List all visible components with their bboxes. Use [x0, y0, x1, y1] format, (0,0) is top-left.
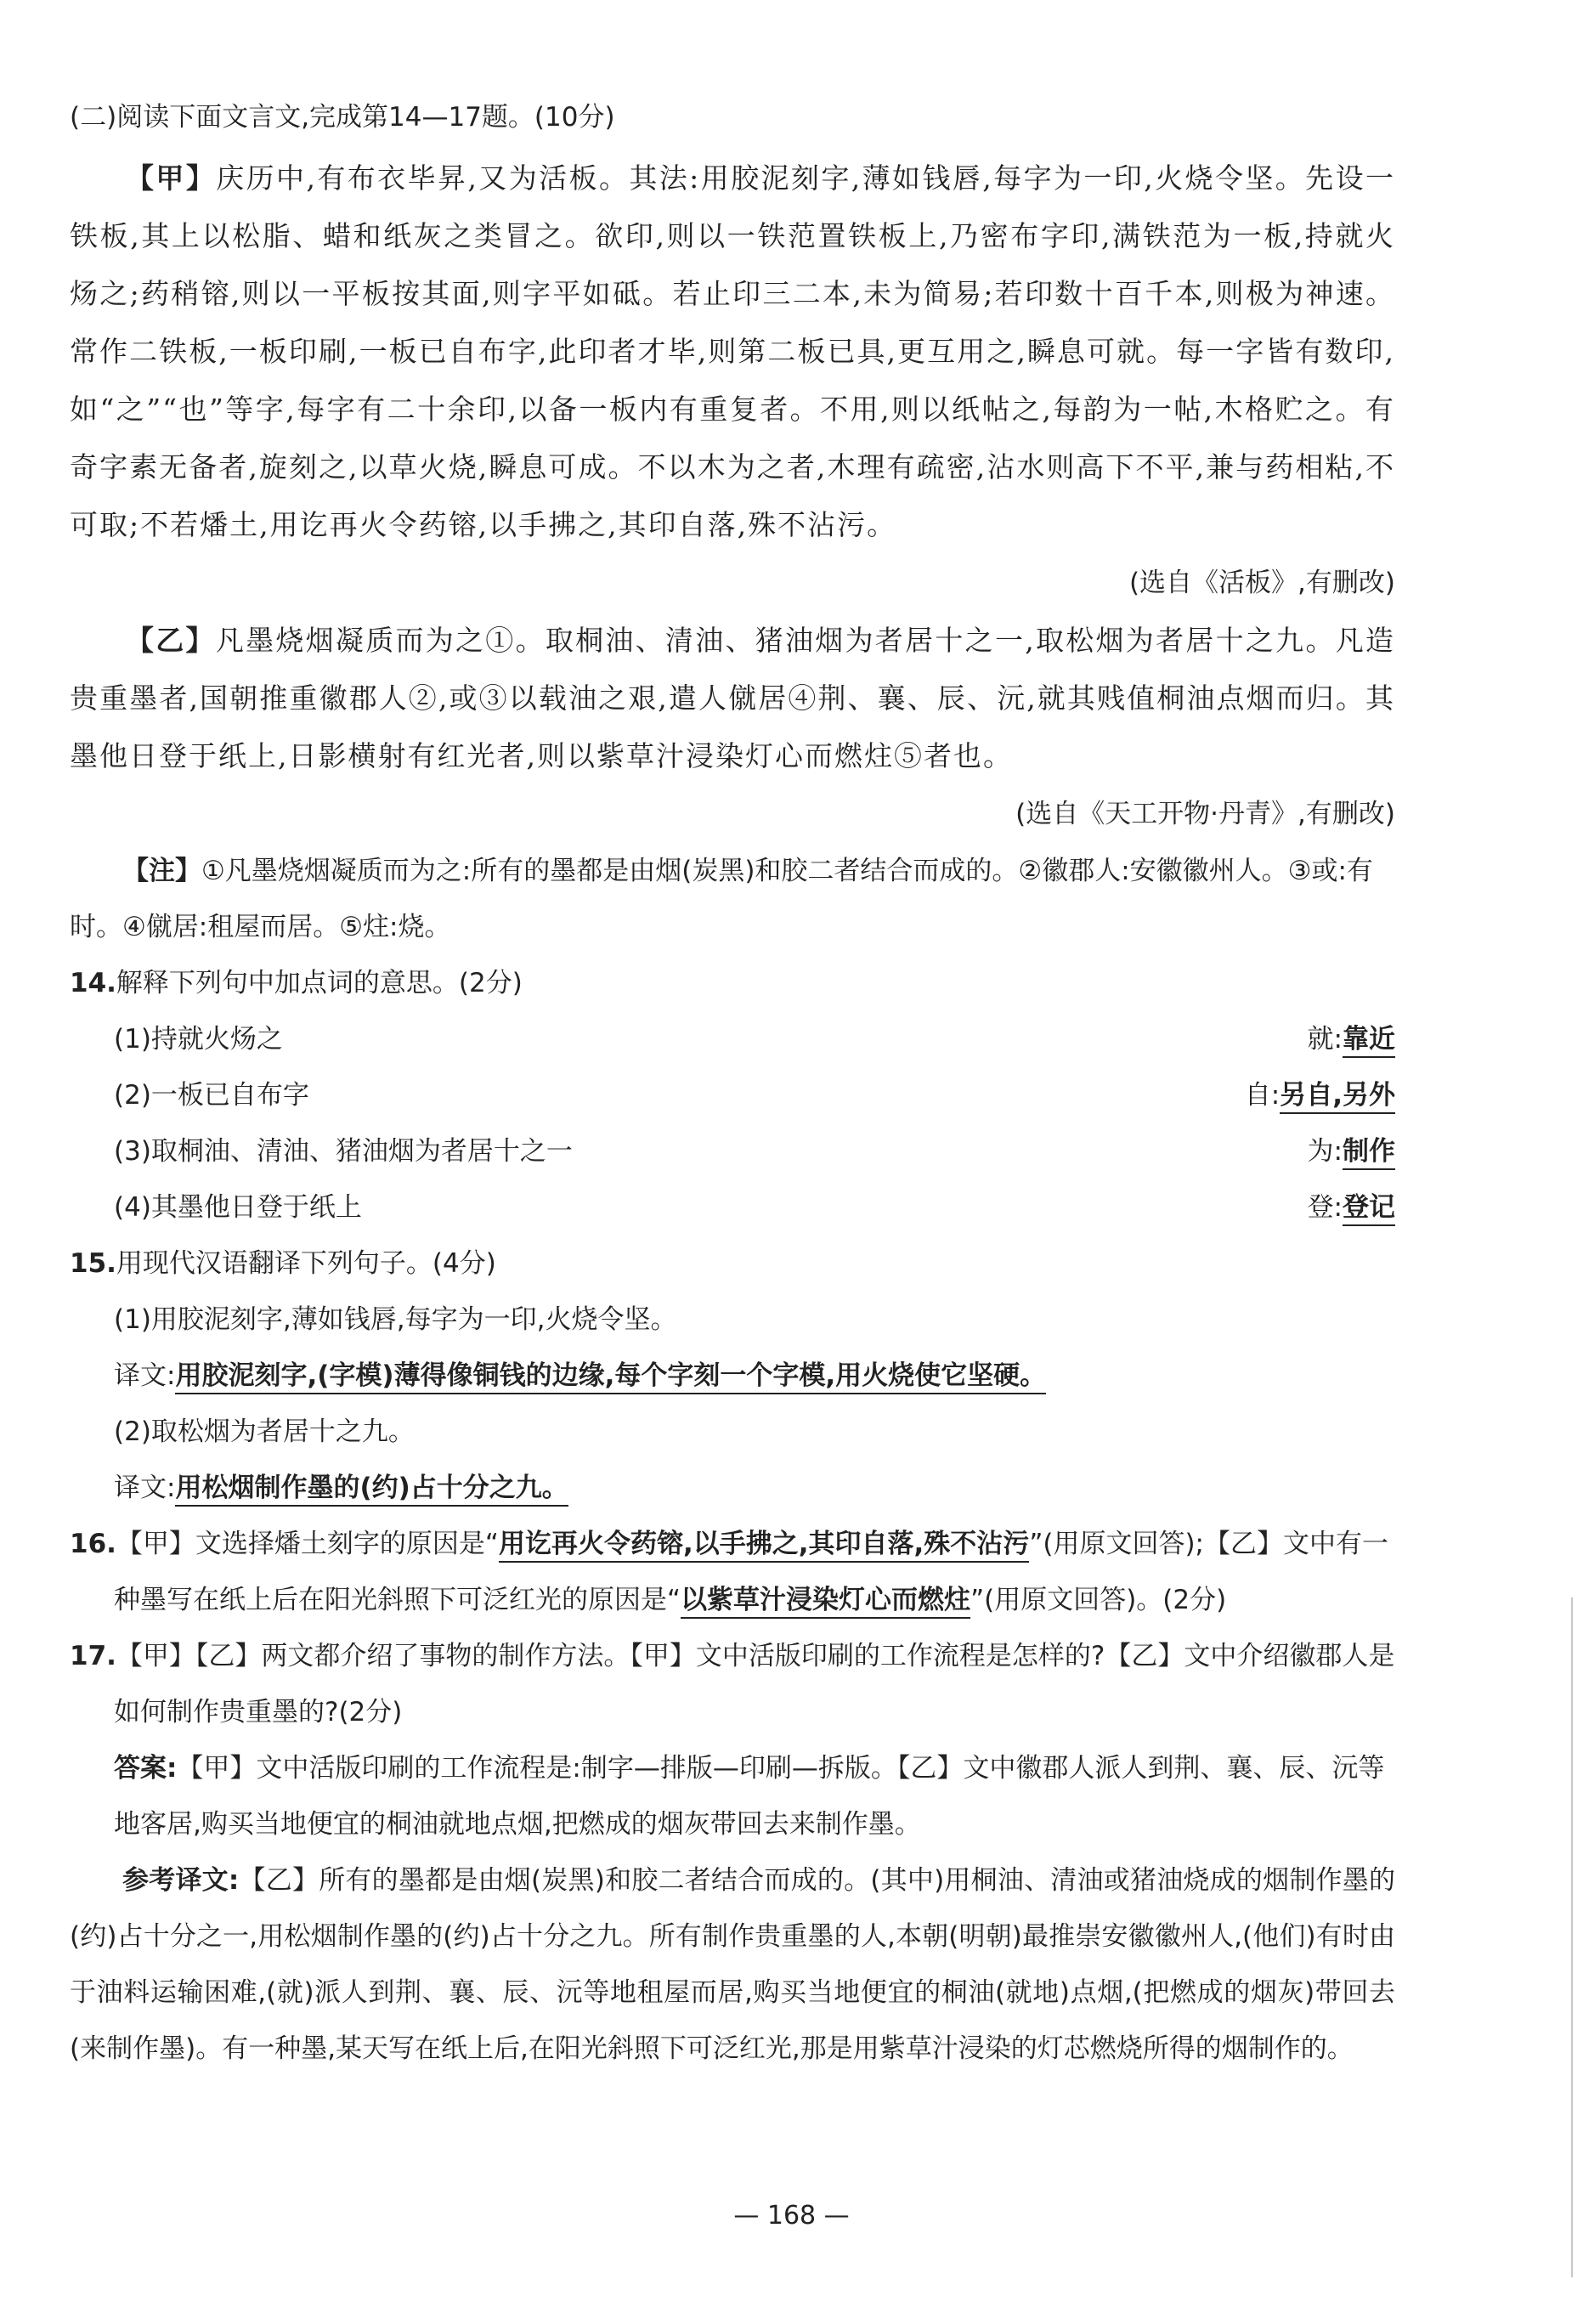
- q15-translation-answer: 用胶泥刻字,(字模)薄得像铜钱的边缘,每个字刻一个字模,用火烧使它坚硬。: [175, 1360, 1046, 1394]
- passage-a-text: 庆历中,有布衣毕昇,又为活板。其法:用胶泥刻字,薄如钱唇,每字为一印,火烧令坚。先设一铁板,其上以松脂、蜡和纸灰之类冒之。欲印,则以一铁范置铁板上,乃密布字印,满铁范为一板,持就火炀之;药稍镕,则以一平板按其面,则字平如砥。若止印三二本,未为简易;若印数十百千本,则极为神速。常作二铁板,一板印刷,一板已自布字,此印者才毕,则第二板已具,更互用之,瞬息可就。每一字皆有数印,如“之”“也”等字,每字有二十余印,以备一板内有重复者。不用,则以纸帖之,每韵为一帖,木格贮之。有奇字素无备者,旋刻之,以草火烧,瞬息可成。不以木为之者,木理有疏密,沾水则高下不平,兼与药相粘,不可取;不若燔土,用讫再火令药镕,以手拂之,其印自落,殊不沾污。: [70, 161, 1395, 542]
- q14-item-answer: 靠近: [1343, 1024, 1395, 1058]
- q15-translation: [70, 1460, 1395, 1516]
- passage-b: [70, 612, 1395, 785]
- passage-b-source: (选自《天工开物·丹青》,有删改): [1015, 799, 1395, 830]
- q14-item: [70, 1123, 1395, 1179]
- q14-item: [70, 1011, 1395, 1067]
- q15-translation-label: 译文:: [114, 1473, 176, 1504]
- q14-item-text: (1)持就火炀之: [114, 1024, 283, 1055]
- page-number: — 168 —: [733, 2201, 850, 2231]
- note-text: ①凡墨烧烟凝质而为之:所有的墨都是由烟(炭黑)和胶二者结合而成的。②徽郡人:安徽徽州人。③或:有时。④僦居:租屋而居。⑤炷:烧。: [70, 856, 1373, 943]
- q14-item-answer: 登记: [1343, 1192, 1395, 1226]
- q14-item-text: (3)取桐油、清油、猪油烟为者居十之一: [114, 1136, 573, 1168]
- passage-b-text: 凡墨烧烟凝质而为之①。取桐油、清油、猪油烟为者居十之一,取松烟为者居十之九。凡造贵重墨者,国朝推重徽郡人②,或③以载油之艰,遣人僦居④荆、襄、辰、沅,就其贱值桐油点烟而归。其墨他日登于纸上,日影横射有红光者,则以紫草汁浸染灯心而燃炷⑤者也。: [70, 624, 1395, 773]
- q14-item-answer: 另自,另外: [1280, 1080, 1395, 1114]
- q16-part1: 【甲】文选择燔土刻字的原因是“: [116, 1529, 499, 1560]
- q14-item-answer-group: [1245, 1067, 1395, 1123]
- q17-stem: [70, 1628, 1395, 1740]
- scan-edge-line: [1571, 1597, 1573, 2277]
- reference-label: 参考译文:: [122, 1865, 240, 1897]
- q16-part2: ”(用原文回答);【乙】文中有一种墨写在纸上后在阳光斜照下可泛红光的原因是“: [114, 1529, 1389, 1616]
- q14-stem: [70, 955, 1395, 1011]
- q14-item-word: 登:: [1307, 1192, 1343, 1224]
- q14-item-word: 就:: [1307, 1024, 1343, 1055]
- q15-item-text: (2)取松烟为者居十之九。: [114, 1416, 415, 1448]
- q14-item-word: 自:: [1244, 1080, 1281, 1111]
- q16: [70, 1516, 1395, 1628]
- q14-number: 14.: [70, 968, 116, 999]
- reference-text: 【乙】所有的墨都是由烟(炭黑)和胶二者结合而成的。(其中)用桐油、清油或猪油烧成的烟制作墨的(约)占十分之一,用松烟制作墨的(约)占十分之九。所有制作贵重墨的人,本朝(明朝)最推崇安徽徽州人,(他们)有时由于油料运输困难,(就)派人到荆、襄、辰、沅等地租屋而居,购买当地便宜的桐油(就地)点烟,(把燃成的烟灰)带回去(来制作墨)。有一种墨,某天写在纸上后,在阳光斜照下可泛红光,那是用紫草汁浸染的灯芯燃烧所得的烟制作的。: [70, 1865, 1395, 2065]
- q16-part3: ”(用原文回答)。(2分): [970, 1585, 1227, 1616]
- q14-item-word: 为:: [1307, 1136, 1343, 1168]
- q15-translation-label: 译文:: [114, 1360, 176, 1392]
- note-tag: 【注】: [122, 856, 201, 887]
- q14-item-answer-group: [1308, 1011, 1395, 1067]
- q15-translation-answer: 用松烟制作墨的(约)占十分之九。: [175, 1473, 568, 1507]
- q17-answer: [70, 1740, 1395, 1852]
- q16-answer-1: 用讫再火令药镕,以手拂之,其印自落,殊不沾污: [499, 1529, 1029, 1563]
- q15-stem-text: 用现代汉语翻译下列句子。(4分): [116, 1248, 496, 1280]
- q16-answer-2: 以紫草汁浸染灯心而燃炷: [681, 1585, 970, 1619]
- note: [70, 843, 1395, 955]
- passage-a: [70, 150, 1395, 554]
- passage-b-tag: 【乙】: [126, 624, 216, 658]
- q14-item: [70, 1067, 1395, 1123]
- q14-stem-text: 解释下列句中加点词的意思。(2分): [116, 968, 523, 999]
- q17-stem-text: 【甲】【乙】两文都介绍了事物的制作方法。【甲】文中活版印刷的工作流程是怎样的?【乙】文中介绍徽郡人是如何制作贵重墨的?(2分): [114, 1641, 1395, 1728]
- q17-answer-label: 答案:: [114, 1753, 178, 1784]
- q15-translation: [70, 1348, 1395, 1404]
- q17-number: 17.: [70, 1641, 116, 1672]
- q15-stem: [70, 1236, 1395, 1292]
- q14-item-answer-group: [1308, 1179, 1395, 1236]
- section-title: (二)阅读下面文言文,完成第14—17题。(10分): [70, 102, 615, 133]
- passage-a-tag: 【甲】: [126, 161, 217, 195]
- reference-translation: [70, 1852, 1395, 2077]
- q17-answer-text: 【甲】文中活版印刷的工作流程是:制字—排版—印刷—拆版。【乙】文中徽郡人派人到荆、襄、辰、沅等地客居,购买当地便宜的桐油就地点烟,把燃成的烟灰带回去来制作墨。: [114, 1753, 1385, 1841]
- document-content: [70, 100, 1395, 2077]
- q14-item-text: (4)其墨他日登于纸上: [114, 1192, 362, 1224]
- passage-a-source: (选自《活板》,有删改): [1128, 568, 1395, 599]
- q14-item-answer-group: [1308, 1123, 1395, 1179]
- q16-number: 16.: [70, 1529, 116, 1560]
- q14-item-answer: 制作: [1343, 1136, 1395, 1170]
- q15-item-text: (1)用胶泥刻字,薄如钱唇,每字为一印,火烧令坚。: [114, 1304, 677, 1336]
- q14-item-text: (2)一板已自布字: [114, 1080, 309, 1111]
- q14-item: [70, 1179, 1395, 1236]
- q15-number: 15.: [70, 1248, 116, 1280]
